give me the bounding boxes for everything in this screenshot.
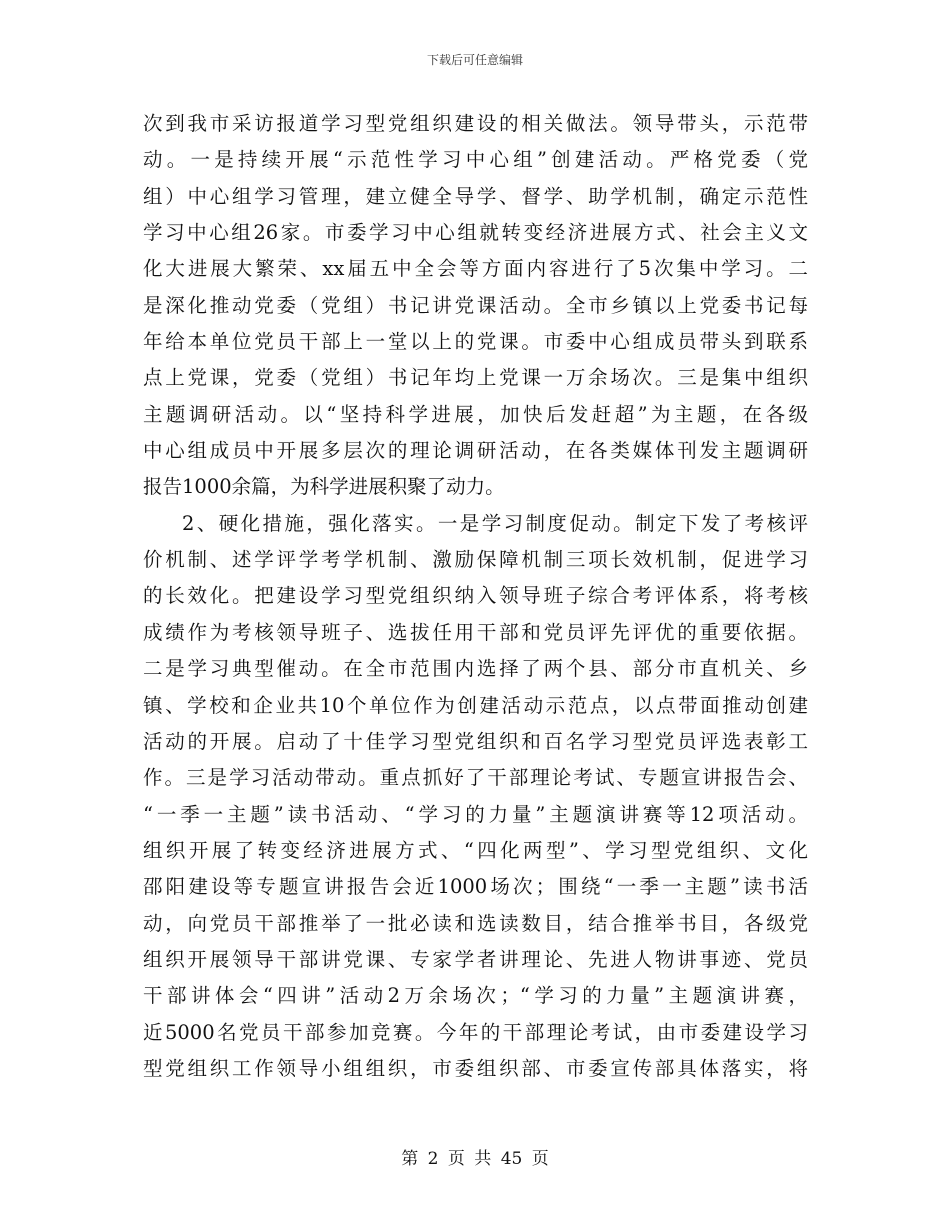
body-line: “一季一主题”读书活动、“学习的力量”主题演讲赛等12项活动。 — [143, 802, 808, 826]
body-line: 次到我市采访报道学习型党组织建设的相关做法。领导带头，示范带 — [143, 112, 808, 135]
body-line: 组织开展了转变经济进展方式、“四化两型”、学习型党组织、文化 — [143, 838, 808, 862]
body-line-paragraph-end: 报告1000余篇，为科学进展积聚了动力。 — [143, 475, 505, 499]
body-line: 组织开展领导干部讲党课、专家学者讲理论、先进人物讲事迹、党员 — [143, 947, 808, 971]
body-line: 是深化推动党委（党组）书记讲党课活动。全市乡镇以上党委书记每 — [143, 293, 808, 317]
body-line: 二是学习典型催动。在全市范围内选择了两个县、部分市直机关、乡 — [143, 657, 808, 681]
body-line-paragraph-start: 2、硬化措施，强化落实。一是学习制度促动。制定下发了考核评 — [182, 511, 808, 535]
body-line: 组）中心组学习管理，建立健全导学、督学、助学机制，确定示范性 — [143, 184, 808, 208]
body-line: 镇、学校和企业共10个单位作为创建活动示范点，以点带面推动创建 — [143, 693, 808, 717]
document-body — [143, 106, 808, 1087]
body-line: 动。一是持续开展“示范性学习中心组”创建活动。严格党委（党 — [143, 148, 808, 172]
body-line: 中心组成员中开展多层次的理论调研活动，在各类媒体刊发主题调研 — [143, 439, 808, 463]
body-line: 近5000名党员干部参加竞赛。今年的干部理论考试，由市委建设学习 — [143, 1020, 808, 1044]
body-line: 作。三是学习活动带动。重点抓好了干部理论考试、专题宣讲报告会、 — [143, 766, 808, 790]
body-line: 价机制、述学评学考学机制、激励保障机制三项长效机制，促进学习 — [143, 548, 808, 572]
body-line: 年给本单位党员干部上一堂以上的党课。市委中心组成员带头到联系 — [143, 330, 808, 354]
body-line: 动，向党员干部推举了一批必读和选读数目，结合推举书目，各级党 — [143, 911, 808, 935]
body-line: 邵阳建设等专题宣讲报告会近1000场次；围绕“一季一主题”读书活 — [143, 875, 808, 899]
body-line: 干部讲体会“四讲”活动2万余场次；“学习的力量”主题演讲赛， — [143, 984, 808, 1008]
body-line: 主题调研活动。以“坚持科学进展，加快后发赶超”为主题，在各级 — [143, 402, 808, 426]
body-line: 点上党课，党委（党组）书记年均上党课一万余场次。三是集中组织 — [143, 366, 808, 390]
body-line: 活动的开展。启动了十佳学习型党组织和百名学习型党员评选表彰工 — [143, 729, 808, 753]
body-line: 学习中心组26家。市委学习中心组就转变经济进展方式、社会主义文 — [143, 221, 808, 245]
body-line: 的长效化。把建设学习型党组织纳入领导班子综合考评体系，将考核 — [143, 584, 808, 608]
page-header-note: 下载后可任意编辑 — [426, 53, 523, 67]
page-number-footer: 第 2 页 共 45 页 — [401, 1149, 549, 1169]
body-line: 成绩作为考核领导班子、选拔任用干部和党员评先评优的重要依据。 — [143, 620, 808, 644]
body-line: 型党组织工作领导小组组织，市委组织部、市委宣传部具体落实，将 — [143, 1056, 808, 1080]
body-line: 化大进展大繁荣、xx届五中全会等方面内容进行了5次集中学习。二 — [143, 257, 808, 281]
